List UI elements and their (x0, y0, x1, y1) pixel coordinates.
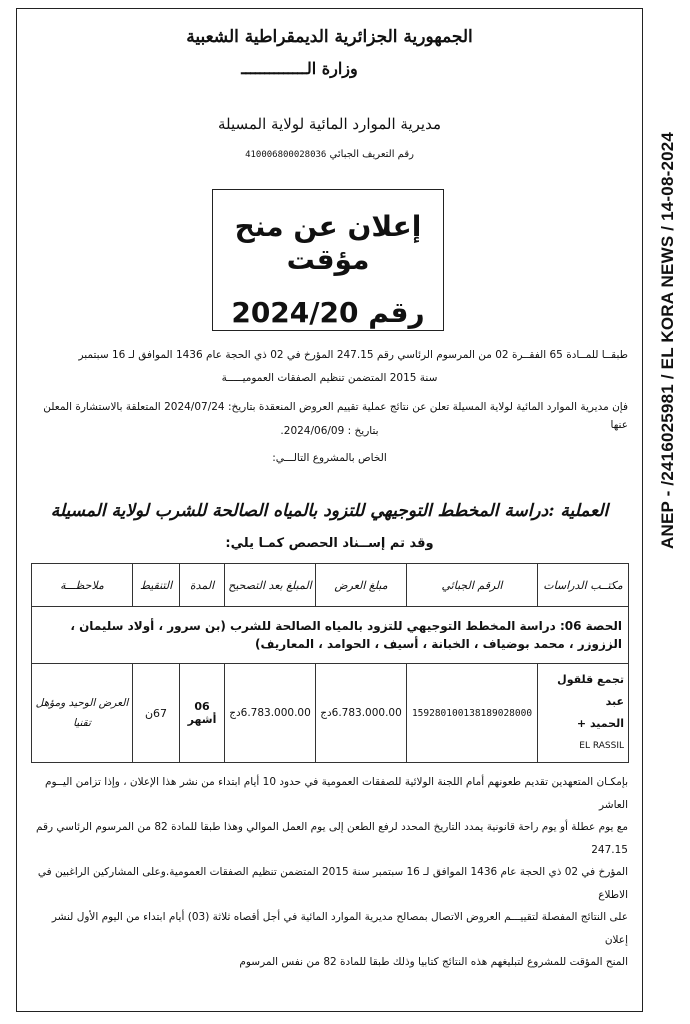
tax-id-line (17, 149, 642, 160)
office-line-1: تجمع قلقول عبد (557, 673, 624, 708)
cell-corrected: 6.783.000.00دج (225, 664, 316, 763)
footer-line: بإمكـان المتعهدين تقديم طعونهم أمام اللجنة الولائية للصفقات العمومية في حدود 10 أيام ابتداء من نشر هذا الإعلان ، وإذا تزامن اليــوم العاشر (44, 776, 628, 811)
footer-line: المؤرخ في 02 ذي الحجة عام 1436 الموافق لـ 16 سبتمبر سنة 2015 المتضمن تنظيم الصفقات العمومية.وعلى المشاركين الراغبين في الاطلاع (37, 866, 628, 901)
col-header-offer: مبلغ العرض (316, 564, 407, 607)
cell-tax-id: 159280100138189028000 (407, 664, 538, 763)
legal-basis-line-1: طبقــا للمــادة 65 الفقــرة 02 من المرسوم الرئاسي رقم 247.15 المؤرخ في 02 ذي الحجة عام 1436 الموافق لـ 16 سبتمبر (78, 349, 628, 361)
republic-header: الجمهورية الجزائرية الديمقراطية الشعبية (186, 27, 473, 47)
ministry-header: وزارة الــــــــــــــ (241, 59, 358, 78)
lot-description: الحصة 06: دراسة المخطط التوجيهي للتزود بالمياه الصالحة للشرب (بن سرور ، أولاد سليمان ، الززوزر ، محمد بوضياف ، الخبانة ، أسيف ، الحوامد ، المعاريف) (32, 607, 629, 664)
publication-stamp: ANEP - /2416025981 / EL KORA NEWS / 14-08-2024 (658, 131, 677, 549)
lot-row (32, 607, 629, 664)
footer-line: مع يوم عطلة أو يوم راحة قانونية يمدد التاريخ المحدد لرفع الطعن إلى يوم العمل الموالي وهذا طبقا للمادة 82 من المرسوم الرئاسي رقم 247.15 (36, 821, 628, 856)
footer-text (31, 771, 628, 974)
col-header-duration: المدة (180, 564, 225, 607)
results-table (31, 563, 629, 763)
directorate-header: مديرية الموارد المائية لولاية المسيلة (217, 115, 442, 133)
assignment-line: وقد تم إســناد الحصص كمـا يلي: (225, 536, 434, 551)
announcement-page (16, 8, 643, 1012)
tax-id-label: رقم التعريف الجبائي (329, 149, 414, 160)
cell-office (538, 664, 629, 763)
title-line-2: رقم 2024/20 (231, 296, 425, 329)
col-header-corrected: المبلغ بعد التصحيح (225, 564, 316, 607)
footer-line: المنح المؤقت للمشروع لتبليغهم هذه النتائج كتابيا وذلك طبقا للمادة 82 من نفس المرسوم (239, 956, 628, 968)
cell-note: العرض الوحيد ومؤهل تقنيا (32, 664, 133, 763)
legal-basis-line-2: سنة 2015 المتضمن تنظيم الصفقات العموميـــــة (221, 372, 438, 384)
notice-line-3: الخاص بالمشروع التالـــي: (272, 452, 387, 464)
tax-id-value: 410006800028036 (245, 150, 327, 160)
col-header-score: التنقيط (133, 564, 180, 607)
table-row (32, 664, 629, 763)
col-header-note: ملاحظـــة (32, 564, 133, 607)
cell-offer: 6.783.000.00دج (316, 664, 407, 763)
cell-score: 67ن (133, 664, 180, 763)
project-title: العملية :دراسة المخطط التوجيهي للتزود بالمياه الصالحة للشرب لولاية المسيلة (50, 501, 609, 521)
col-header-tax-id: الرقم الجبائي (407, 564, 538, 607)
notice-line-1: فإن مديرية الموارد المائية لولاية المسيلة تعلن عن نتائج عملية تقييم العروض المنعقدة بتاريخ: 2024/07/24 المتعلقة بالاستشارة المعلن عنها (43, 401, 628, 431)
office-line-2: الحميد + (576, 717, 624, 730)
cell-duration: 06 أشهر (180, 664, 225, 763)
table-header-row (32, 564, 629, 607)
title-line-1: إعلان عن منح مؤقت (234, 210, 422, 276)
col-header-office: مكتــب الدراسات (538, 564, 629, 607)
office-line-3: EL RASSIL (579, 741, 624, 751)
footer-line: على النتائج المفصلة لتقييـــم العروض الاتصال بمصالح مديرية الموارد المائية في أجل أقصاه ثلاثة (03) أيام ابتداء من اليوم الأول لنشر إعلان (51, 911, 628, 946)
notice-line-2: بتاريخ : 2024/06/09. (280, 425, 379, 437)
title-box (212, 189, 444, 331)
